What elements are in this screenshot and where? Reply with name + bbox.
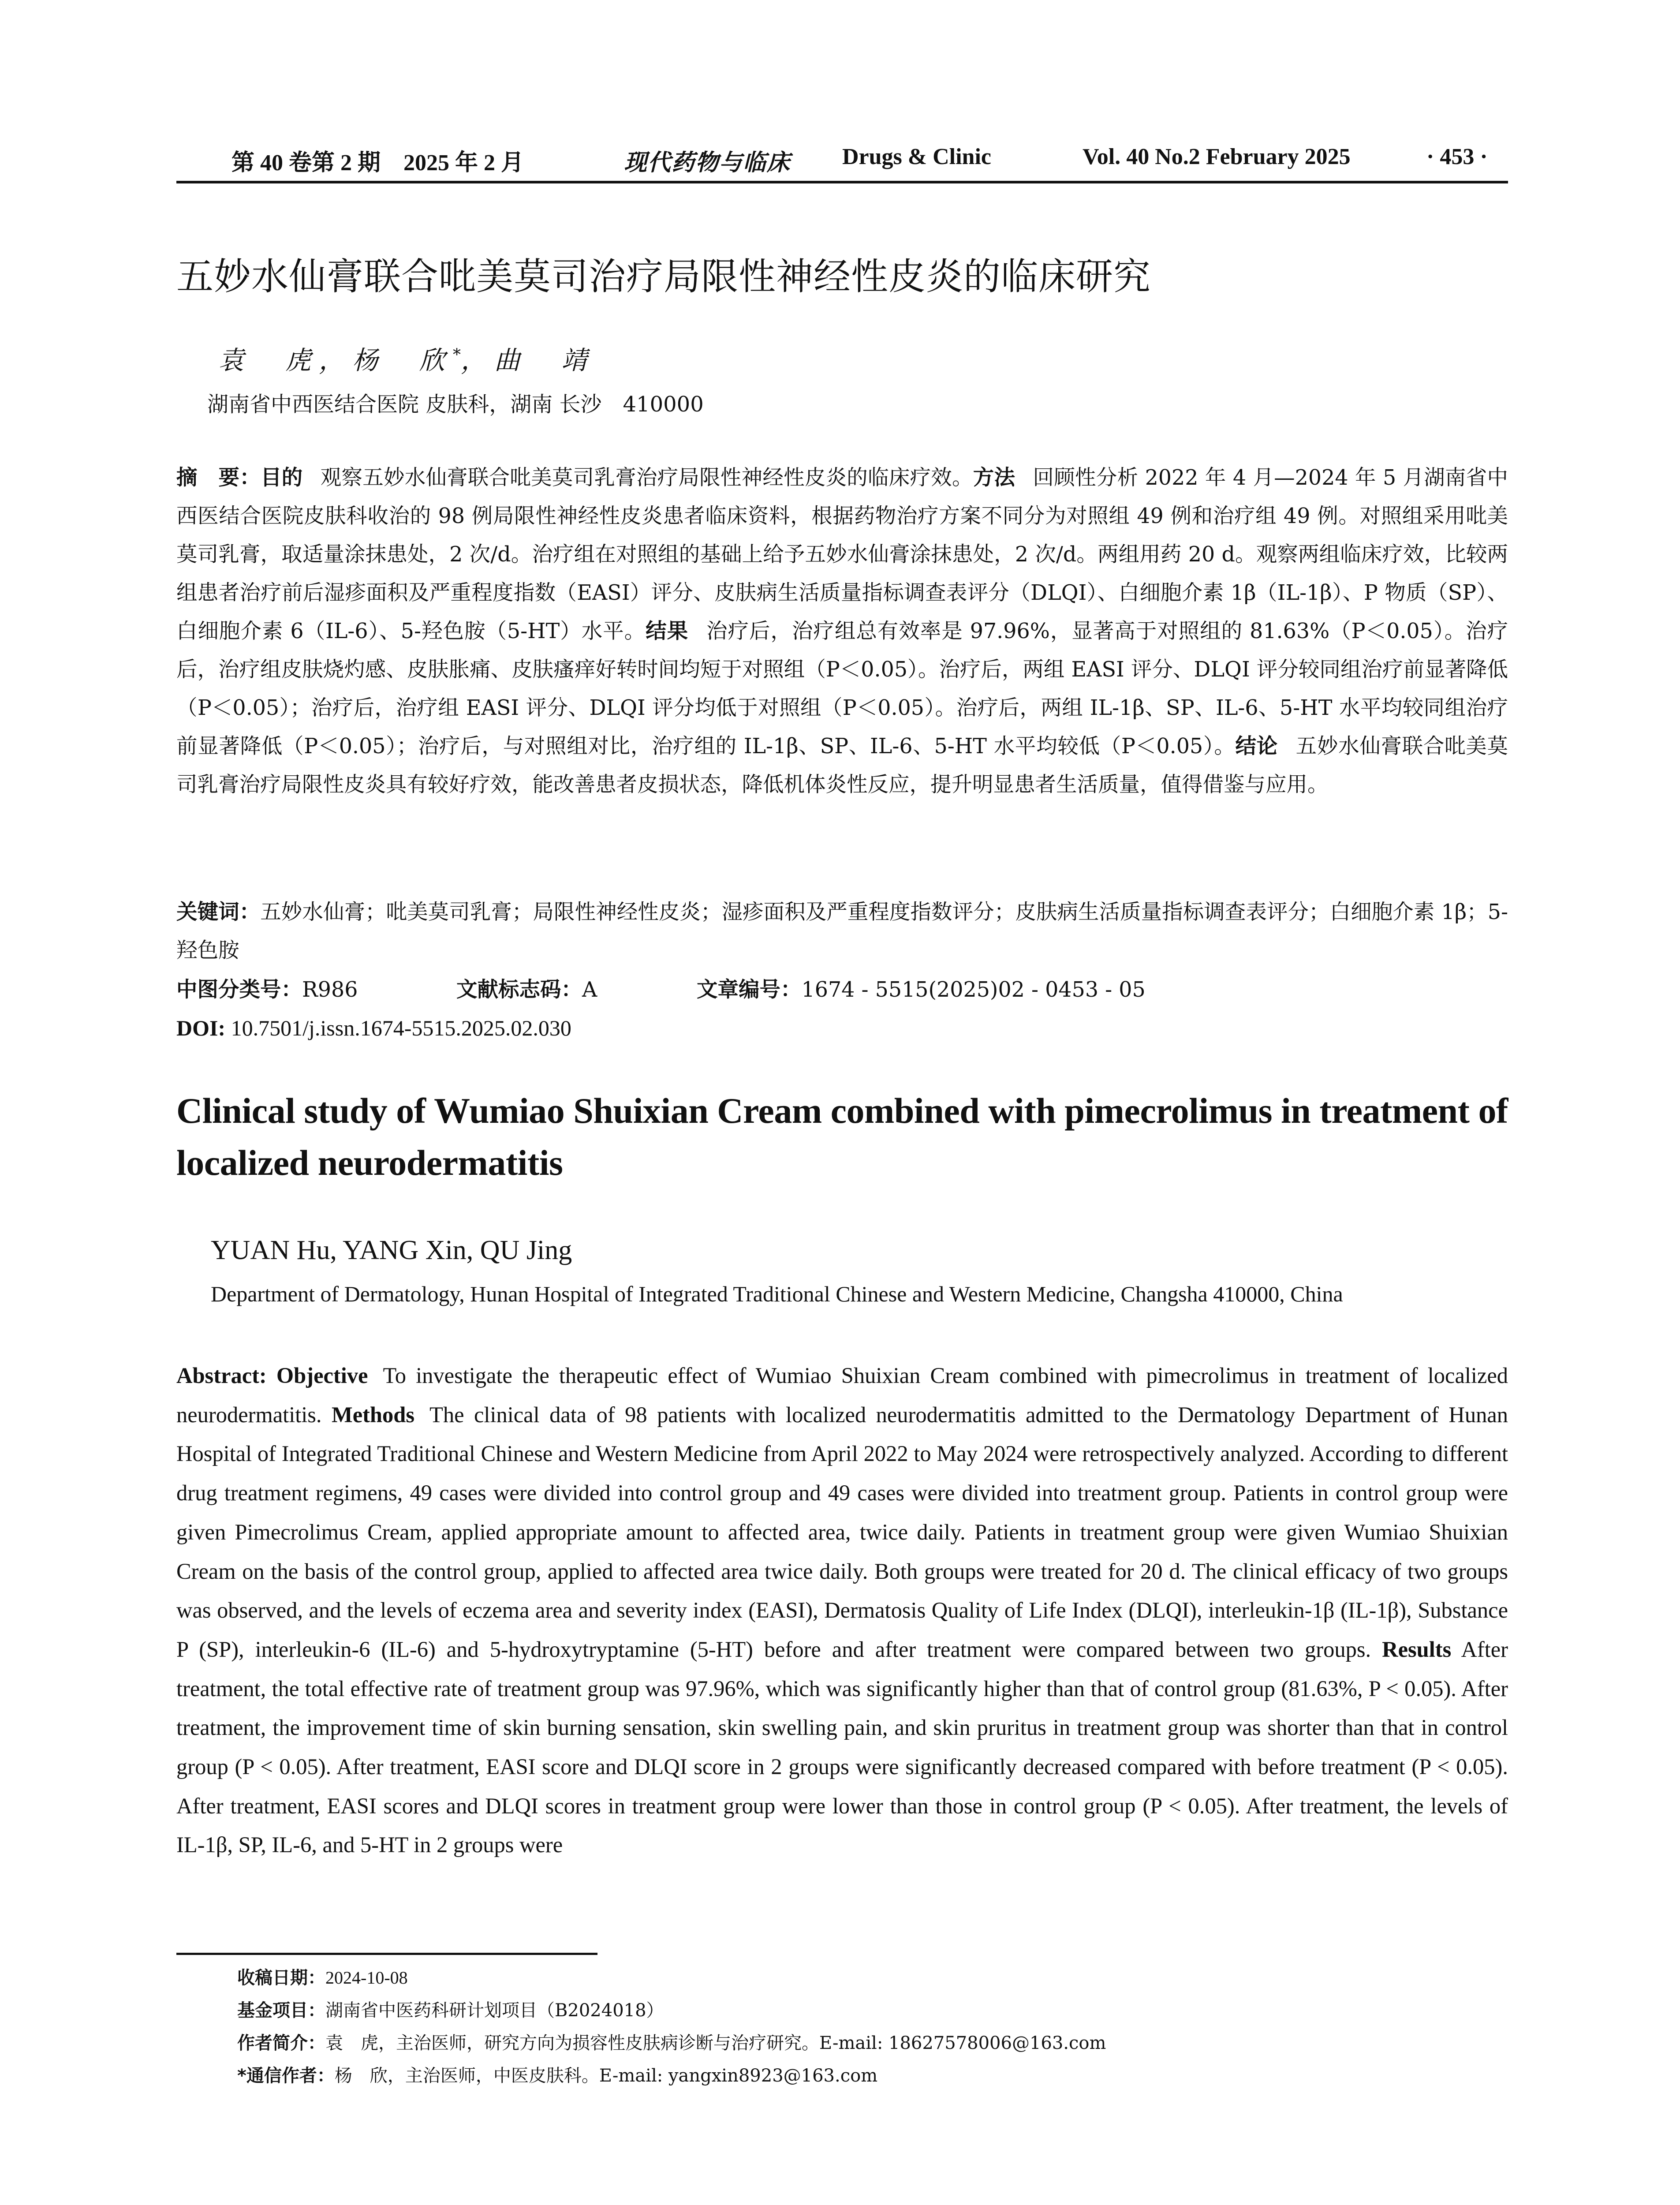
chinese-authors	[218, 340, 595, 377]
doccode-label: 文献标志码：	[456, 978, 582, 1002]
clc-value: R986	[302, 978, 358, 1002]
abstract-label-en: Abstract:	[176, 1363, 267, 1388]
chinese-keywords	[176, 893, 1508, 970]
header-page-number: · 453 ·	[1426, 144, 1488, 169]
fund-text: 湖南省中医药科研计划项目（B2024018）	[325, 2000, 664, 2021]
article-number	[697, 971, 1146, 1009]
results-text-en: After treatment, the total effective rate of treatment group was 97.96%, which was significantly higher than that of control group (81.63%, P < 0.05). After treatment, the improvement time of skin burning sensation, skin swelling pain, and skin pruritus in treatment group was shorter than that in control group (P < 0.05). After treatment, EASI score and DLQI score in 2 groups were significantly decreased compared with before treatment (P < 0.05). After treatment, EASI scores and DLQI scores in treatment group were lower than those in control group (P < 0.05). After treatment, the levels of IL-1β, SP, IL-6, and 5-HT in 2 groups were	[176, 1637, 1508, 1857]
running-header	[176, 140, 1508, 183]
methods-text-cn: 回顾性分析 2022 年 4 月—2024 年 5 月湖南省中西医结合医院皮肤科收治的 98 例局限性神经性皮炎患者临床资料，根据药物治疗方案不同分为对照组 49 例和治疗组 49 例。对照组采用吡美莫司乳膏，取适量涂抹患处，2 次/d。治疗组在对照组的基础上给予五妙水仙膏涂抹患处，2 次/d。两组用药 20 d。观察两组临床疗效，比较两组患者治疗前后湿疹面积及严重程度指数（EASI）评分、皮肤病生活质量指标调查表评分（DLQI）、白细胞介素 1β（IL-1β）、P 物质（SP）、白细胞介素 6（IL-6）、5-羟色胺（5-HT）水平。	[176, 466, 1508, 643]
header-issue-en: Vol. 40 No.2 February 2025	[1083, 144, 1351, 169]
received-date: 2024-10-08	[325, 1968, 408, 1988]
bio-label: 作者简介：	[237, 2033, 325, 2053]
classification-line	[176, 971, 1508, 1009]
corresponding-text: 杨 欣，主治医师，中医皮肤科。E-mail: yangxin8923@163.com	[334, 2066, 878, 2086]
results-label-en: Results	[1382, 1637, 1452, 1662]
objective-text-en: To investigate the therapeutic effect of Wumiao Shuixian Cream combined with pimecrolimus in treatment of localized neurodermatitis.	[176, 1363, 1508, 1427]
footnotes	[237, 1962, 1516, 2092]
footnote-corresponding	[237, 2059, 1516, 2092]
doi-line	[176, 1009, 571, 1047]
clc-label: 中图分类号：	[176, 978, 302, 1002]
doi-link[interactable]: 10.7501/j.issn.1674-5515.2025.02.030	[231, 1016, 571, 1040]
abstract-label-cn: 摘 要：	[176, 466, 261, 490]
footnote-received	[237, 1962, 1516, 1994]
fund-label: 基金项目：	[237, 2000, 325, 2021]
objective-text-cn: 观察五妙水仙膏联合吡美莫司乳膏治疗局限性神经性皮炎的临床疗效。	[320, 466, 973, 490]
received-label: 收稿日期：	[237, 1968, 325, 1988]
chinese-authors-main: 袁 虎，杨 欣	[218, 345, 453, 375]
english-affiliation: Department of Dermatology, Hunan Hospital of Integrated Traditional Chinese and Western Medicine, Changsha 410000, China	[211, 1282, 1343, 1306]
results-label-cn: 结果	[646, 619, 689, 643]
footnote-divider	[176, 1953, 597, 1955]
chinese-abstract	[176, 459, 1508, 804]
footnote-fund	[237, 1994, 1516, 2027]
document-code	[456, 971, 597, 1009]
methods-label-cn: 方法	[973, 466, 1015, 490]
footnote-author-bio	[237, 2027, 1516, 2059]
header-issue-cn: 第 40 卷第 2 期 2025 年 2 月	[231, 150, 524, 176]
conclusion-text-cn: 五妙水仙膏联合吡美莫司乳膏治疗局限性皮炎具有较好疗效，能改善患者皮损状态，降低机体炎性反应，提升明显患者生活质量，值得借鉴与应用。	[176, 734, 1508, 797]
keywords-text-cn: 五妙水仙膏；吡美莫司乳膏；局限性神经性皮炎；湿疹面积及严重程度指数评分；皮肤病生活质量指标调查表评分；白细胞介素 1β；5-羟色胺	[176, 900, 1508, 963]
article-number-label: 文章编号：	[697, 978, 802, 1002]
english-authors: YUAN Hu, YANG Xin, QU Jing	[211, 1235, 572, 1265]
methods-text-en: The clinical data of 98 patients with localized neurodermatitis admitted to the Dermatology Department of Hunan Hospital of Integrated Traditional Chinese and Western Medicine from April 2022 to May 2024 were retrospectively analyzed. According to different drug treatment regimens, 49 cases were divided into control group and 49 cases were divided into treatment group. Patients in control group were given Pimecrolimus Cream, applied appropriate amount to affected area, twice daily. Patients in treatment group were given Wumiao Shuixian Cream on the basis of the control group, applied to affected area twice daily. Both groups were treated for 20 d. The clinical efficacy of two groups was observed, and the levels of eczema area and severity index (EASI), Dermatosis Quality of Life Index (DLQI), interleukin-1β (IL-1β), Substance P (SP), interleukin-6 (IL-6) and 5-hydroxytryptamine (5-HT) before and after treatment were compared between two groups.	[176, 1402, 1508, 1662]
methods-label-en: Methods	[332, 1402, 415, 1427]
article-number-value: 1674 - 5515(2025)02 - 0453 - 05	[801, 978, 1146, 1002]
english-title: Clinical study of Wumiao Shuixian Cream combined with pimecrolimus in treatment of localized neurodermatitis	[176, 1091, 1508, 1183]
objective-label-en: Objective	[276, 1363, 368, 1388]
header-journal-en: Drugs & Clinic	[842, 144, 991, 169]
corresponding-mark: *	[453, 346, 461, 364]
chinese-authors-tail: ，曲 靖	[461, 345, 595, 375]
bio-text: 袁 虎，主治医师，研究方向为损容性皮肤病诊断与治疗研究。E-mail: 18627578006@163.com	[325, 2033, 1106, 2053]
keywords-label-cn: 关键词：	[176, 900, 261, 924]
clc-number	[176, 971, 358, 1009]
corresponding-label: *通信作者：	[237, 2066, 335, 2086]
english-abstract	[176, 1356, 1508, 1865]
header-journal-cn: 现代药物与临床	[624, 150, 791, 176]
chinese-affiliation: 湖南省中西医结合医院 皮肤科，湖南 长沙 410000	[207, 392, 704, 417]
doccode-value: A	[582, 978, 597, 1002]
results-text-cn: 治疗后，治疗组总有效率是 97.96%，显著高于对照组的 81.63%（P＜0.05）。治疗后，治疗组皮肤烧灼感、皮肤胀痛、皮肤瘙痒好转时间均短于对照组（P＜0.05）。治疗后，两组 EASI 评分、DLQI 评分较同组治疗前显著降低（P＜0.05）；治疗后，治疗组 EASI 评分、DLQI 评分均低于对照组（P＜0.05）。治疗后，两组 IL-1β、SP、IL-6、5-HT 水平均较同组治疗前显著降低（P＜0.05）；治疗后，与对照组对比，治疗组的 IL-1β、SP、IL-6、5-HT 水平均较低（P＜0.05）。	[176, 619, 1508, 759]
objective-label-cn: 目的	[260, 466, 303, 490]
doi-label: DOI:	[176, 1016, 226, 1040]
chinese-title: 五妙水仙膏联合吡美莫司治疗局限性神经性皮炎的临床研究	[176, 255, 1151, 298]
conclusion-label-cn: 结论	[1235, 734, 1278, 759]
